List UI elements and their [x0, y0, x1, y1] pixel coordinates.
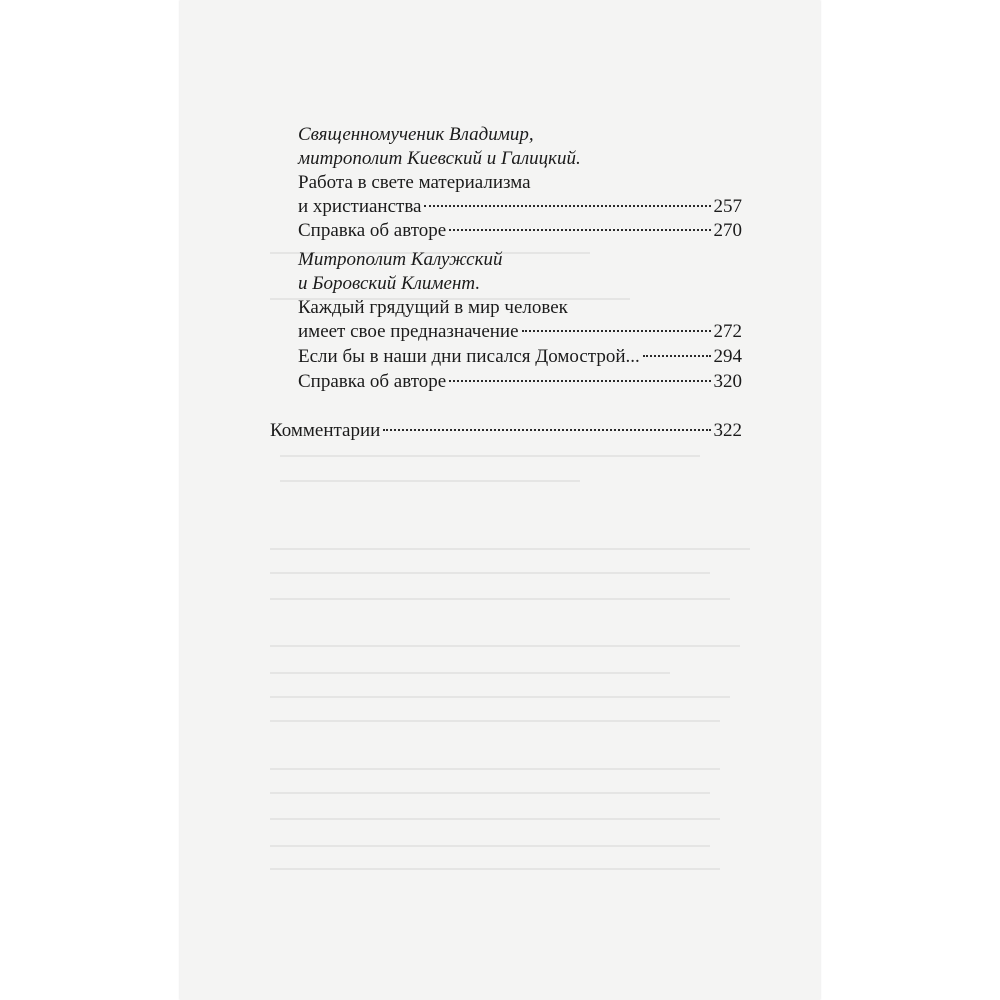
section-author-line: Митрополит Калужский — [298, 249, 503, 270]
toc-entry[interactable] — [298, 195, 742, 219]
dot-leader — [643, 354, 711, 357]
dot-leader — [449, 379, 710, 382]
toc-entry[interactable] — [298, 320, 742, 344]
toc-entry-title: имеет свое предназначение — [298, 321, 519, 342]
dot-leader — [449, 228, 710, 231]
toc-entry-title-line: Каждый грядущий в мир человек — [298, 297, 568, 318]
toc-entry[interactable] — [298, 370, 742, 394]
toc-entry-title-line: Работа в свете материализма — [298, 172, 531, 193]
dot-leader — [424, 204, 710, 207]
section-author-line: Священномученик Владимир, — [298, 124, 534, 145]
section-author-line: митрополит Киевский и Галицкий. — [298, 148, 581, 169]
toc-entry-title: Комментарии — [270, 420, 381, 441]
page-number: 320 — [713, 371, 742, 392]
page-number: 294 — [713, 346, 742, 367]
toc-entry[interactable] — [298, 345, 742, 369]
page-number: 272 — [713, 321, 742, 342]
page-number: 257 — [713, 196, 742, 217]
toc-entry-title: Если бы в наши дни писался Домострой... — [298, 346, 640, 367]
page-number: 322 — [713, 420, 742, 441]
toc-entry-title: и христианства — [298, 196, 422, 217]
section-author-line: и Боровский Климент. — [298, 273, 481, 294]
toc-entry-comments[interactable] — [270, 419, 742, 443]
toc-entry[interactable] — [298, 219, 742, 243]
dot-leader — [383, 428, 710, 431]
toc-entry-title: Справка об авторе — [298, 220, 447, 241]
dot-leader — [522, 329, 711, 332]
page-number: 270 — [713, 220, 742, 241]
toc-entry-title: Справка об авторе — [298, 371, 447, 392]
